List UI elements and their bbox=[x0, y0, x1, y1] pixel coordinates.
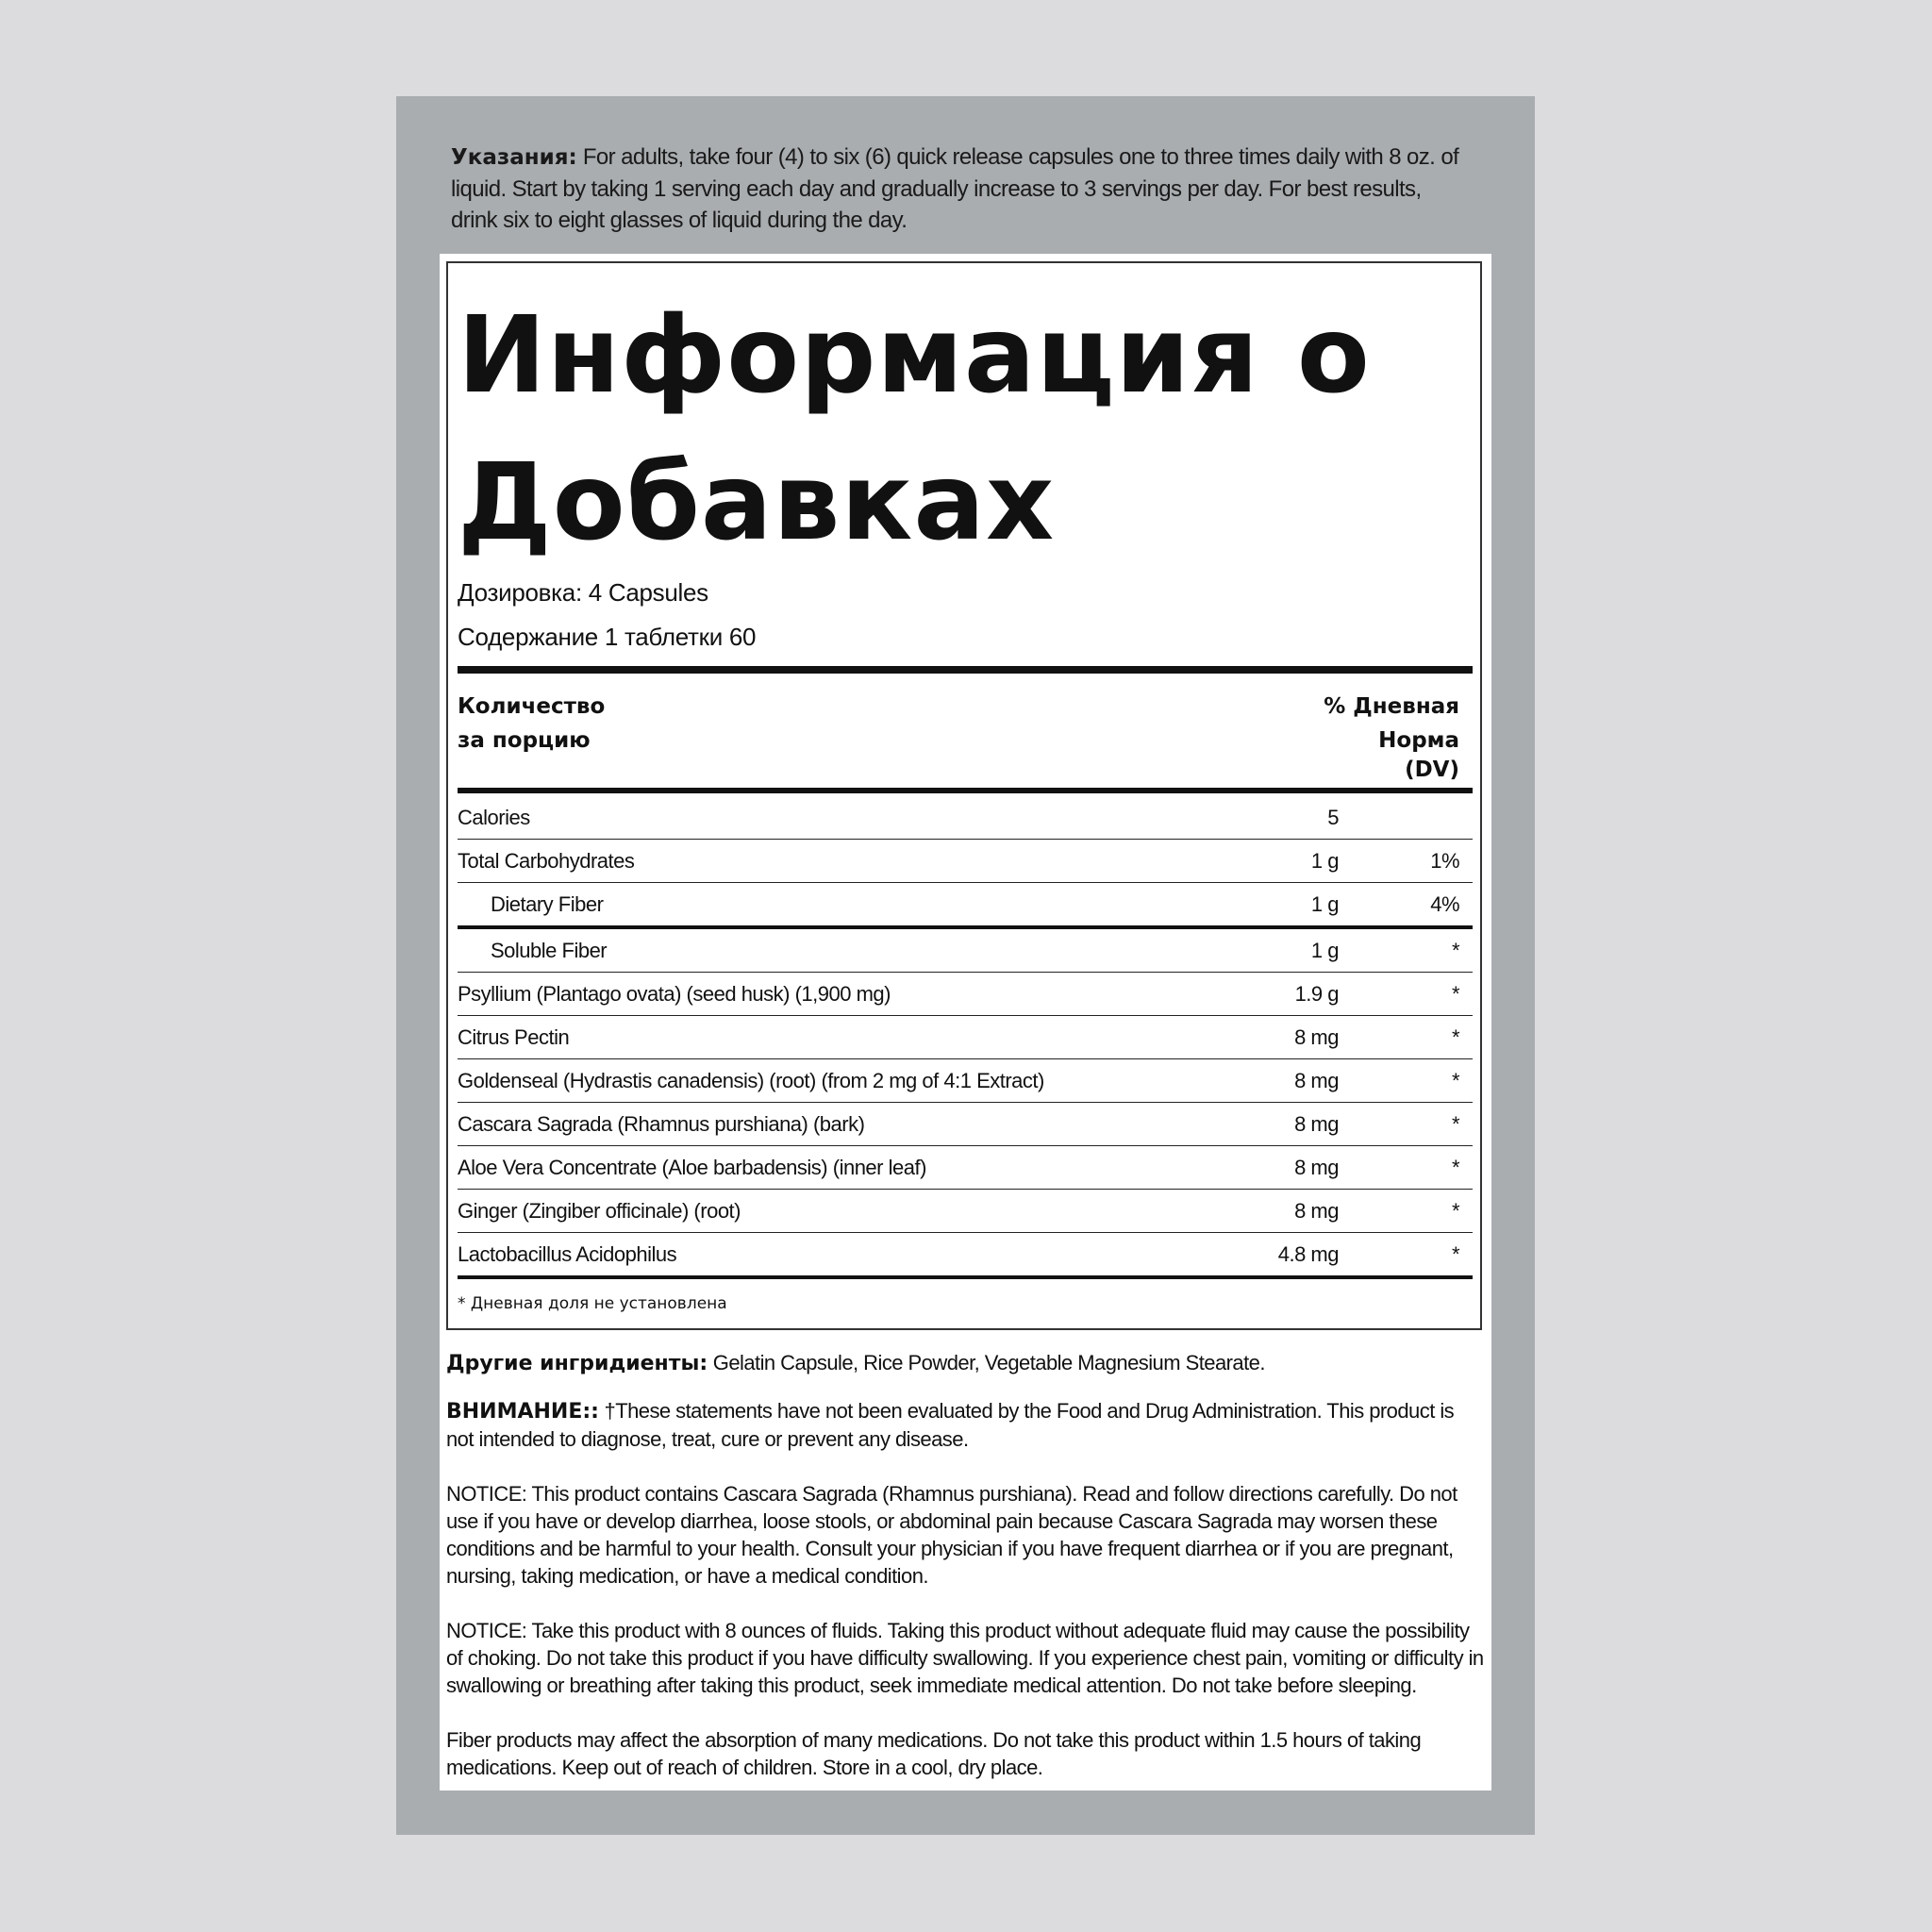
nutrient-dv: * bbox=[1451, 982, 1459, 1006]
nutrient-name: Total Carbohydrates bbox=[458, 849, 635, 873]
servings-per-container: Содержание 1 таблетки 60 bbox=[458, 623, 757, 651]
nutrient-name: Citrus Pectin bbox=[458, 1025, 570, 1049]
nutrient-name: Goldenseal (Hydrastis canadensis) (root) (from 2 mg of 4:1 Extract) bbox=[458, 1069, 1044, 1092]
nutrient-dv: * bbox=[1451, 1242, 1459, 1266]
table-row bbox=[458, 1146, 1473, 1190]
directions-label: Указания: bbox=[451, 145, 577, 170]
table-row bbox=[458, 1190, 1473, 1233]
nutrient-dv: * bbox=[1451, 1199, 1459, 1223]
nutrient-dv: * bbox=[1451, 1156, 1459, 1179]
header-dv-1: % Дневная bbox=[1324, 694, 1459, 719]
header-dv bbox=[1324, 690, 1459, 782]
nutrient-name: Lactobacillus Acidophilus bbox=[458, 1242, 677, 1266]
table-row bbox=[458, 973, 1473, 1016]
nutrient-amount: 1 g bbox=[1310, 892, 1339, 916]
nutrient-amount: 1.9 g bbox=[1294, 982, 1339, 1006]
label-notes bbox=[446, 1349, 1484, 1808]
header-amount-1: Количество bbox=[458, 694, 606, 719]
table-row bbox=[458, 796, 1473, 840]
nutrient-amount: 8 mg bbox=[1294, 1156, 1339, 1179]
notice: NOTICE: Take this product with 8 ounces of fluids. Taking this product without adequate fluid may cause the possibility of choking. Do not take this product if you have difficulty swallowing. If you experience chest pain, vomiting or difficulty in swallowing or breathing after taking this product, seek immediate medical attention. Do not take before sleeping. bbox=[446, 1619, 1484, 1697]
nutrient-dv: * bbox=[1451, 1112, 1459, 1136]
warning-label: ВНИМАНИЕ:: bbox=[446, 1400, 599, 1424]
nutrient-dv: * bbox=[1451, 939, 1459, 962]
title-line-1: Информация о bbox=[458, 294, 1371, 417]
facts-rows bbox=[458, 796, 1473, 1279]
header-dv-3: (DV) bbox=[1405, 758, 1459, 782]
nutrient-amount: 8 mg bbox=[1294, 1069, 1339, 1092]
supplement-facts bbox=[446, 261, 1482, 1330]
nutrient-name: Dietary Fiber bbox=[491, 892, 604, 916]
table-row bbox=[458, 840, 1473, 883]
nutrient-amount: 5 bbox=[1327, 806, 1339, 829]
nutrient-amount: 8 mg bbox=[1294, 1112, 1339, 1136]
directions bbox=[451, 142, 1470, 236]
thick-divider bbox=[458, 788, 1473, 793]
nutrient-dv: * bbox=[1451, 1069, 1459, 1092]
notice: Fiber products may affect the absorption of many medications. Do not take this product within 1.5 hours of taking medications. Keep out of reach of children. Store in a cool, dry place. bbox=[446, 1728, 1422, 1779]
other-ingredients bbox=[446, 1349, 1484, 1377]
nutrient-name: Psyllium (Plantago ovata) (seed husk) (1,900 mg) bbox=[458, 982, 891, 1006]
nutrient-name: Cascara Sagrada (Rhamnus purshiana) (bark) bbox=[458, 1112, 865, 1136]
other-ingredients-label: Другие ингридиенты: bbox=[446, 1352, 708, 1375]
table-row bbox=[458, 1059, 1473, 1103]
nutrient-amount: 1 g bbox=[1310, 849, 1339, 873]
nutrient-name: Aloe Vera Concentrate (Aloe barbadensis) (inner leaf) bbox=[458, 1156, 926, 1179]
header-dv-2: Норма bbox=[1378, 728, 1459, 753]
nutrient-dv: 1% bbox=[1430, 849, 1459, 873]
serving-size: Дозировка: 4 Capsules bbox=[458, 578, 708, 607]
other-ingredients-text: Gelatin Capsule, Rice Powder, Vegetable Magnesium Stearate. bbox=[712, 1351, 1265, 1374]
table-row bbox=[458, 1016, 1473, 1059]
warning-text: †These statements have not been evaluated by the Food and Drug Administration. This product is not intended to diagnose, treat, cure or prevent any disease. bbox=[446, 1399, 1455, 1451]
nutrient-dv: * bbox=[1451, 1025, 1459, 1049]
table-row bbox=[458, 929, 1473, 973]
footnote: * Дневная доля не установлена bbox=[458, 1294, 727, 1313]
title-line-2: Добавках bbox=[458, 441, 1056, 564]
thick-divider bbox=[458, 666, 1473, 674]
table-row bbox=[458, 1103, 1473, 1146]
nutrient-amount: 1 g bbox=[1310, 939, 1339, 962]
warning bbox=[446, 1397, 1484, 1453]
directions-text: For adults, take four (4) to six (6) quick release capsules one to three times daily with 8 oz. of liquid. Start by taking 1 serving each day and gradually increase to 3 servings per day. For best results, drink six to eight glasses of liquid during the day. bbox=[451, 144, 1459, 233]
header-amount-2: за порцию bbox=[458, 728, 591, 753]
table-row bbox=[458, 883, 1473, 929]
facts-title bbox=[458, 282, 1371, 576]
notice: NOTICE: This product contains Cascara Sagrada (Rhamnus purshiana). Read and follow directions carefully. Do not use if you have or develop diarrhea, loose stools, or abdominal pain because Cascara Sagrada may worsen these conditions and be harmful to your health. Consult your physician if you have frequent diarrhea or if you are pregnant, nursing, taking medication, or have a medical condition. bbox=[446, 1482, 1457, 1588]
table-header bbox=[458, 690, 1459, 782]
nutrient-name: Calories bbox=[458, 806, 530, 829]
nutrient-amount: 8 mg bbox=[1294, 1199, 1339, 1223]
nutrient-name: Ginger (Zingiber officinale) (root) bbox=[458, 1199, 741, 1223]
nutrient-name: Soluble Fiber bbox=[491, 939, 608, 962]
nutrient-amount: 4.8 mg bbox=[1277, 1242, 1339, 1266]
table-row bbox=[458, 1233, 1473, 1279]
nutrient-dv: 4% bbox=[1430, 892, 1459, 916]
nutrient-amount: 8 mg bbox=[1294, 1025, 1339, 1049]
